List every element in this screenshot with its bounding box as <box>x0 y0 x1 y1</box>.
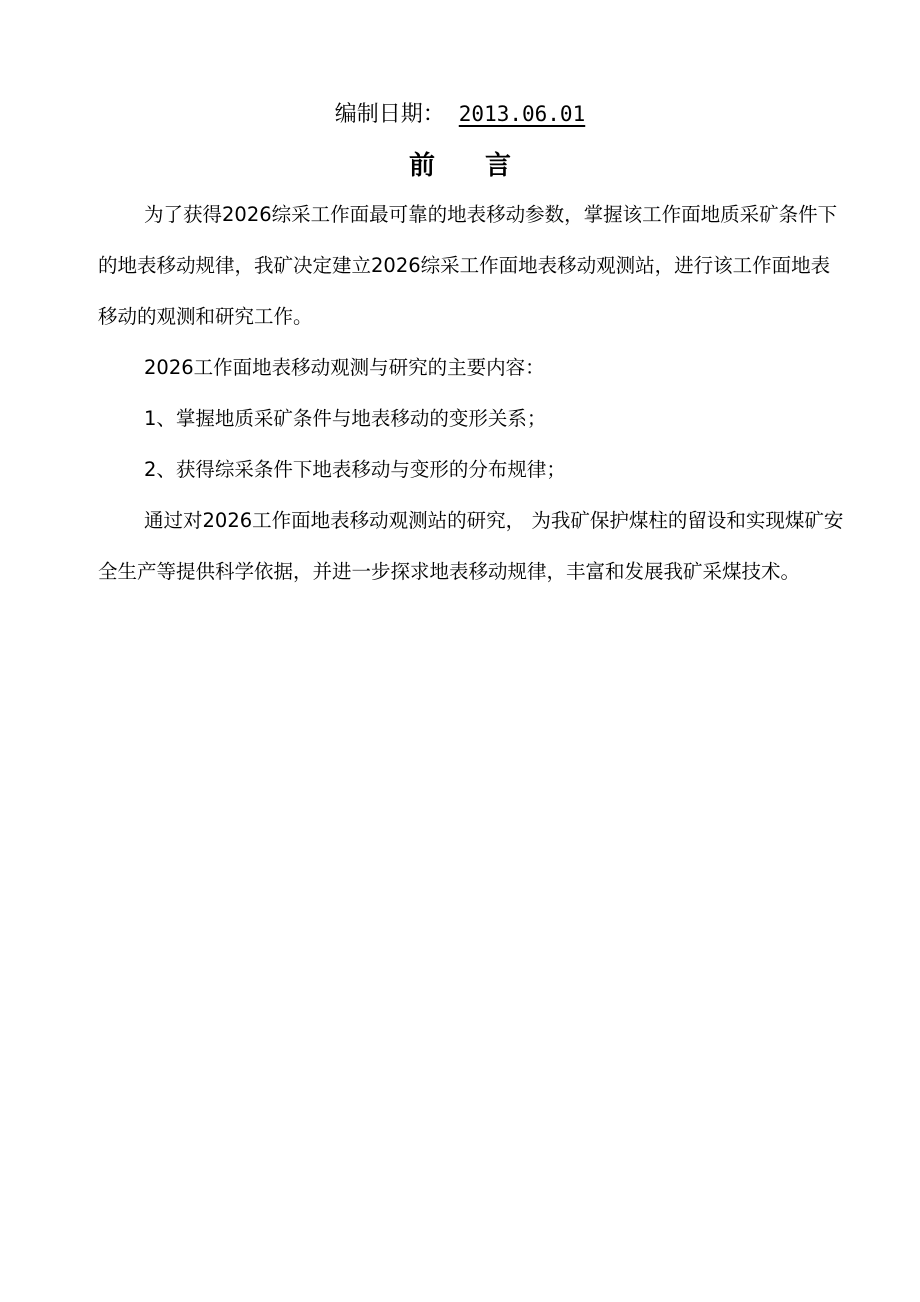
paragraph-text: 通过对2026工作面地表移动观测站的研究， 为我矿保护煤柱的留设和实现煤矿安全生产等提供科学依据，并进一步探求地表移动规律，丰富和发展我矿采煤技术。 <box>98 509 844 583</box>
paragraph-intro <box>98 189 846 342</box>
compile-date-value: 2013.06.01 <box>458 102 586 126</box>
paragraph-text: 为了获得2026综采工作面最可靠的地表移动参数，掌握该工作面地质采矿条件下的地表移动规律，我矿决定建立2026综采工作面地表移动观测站，进行该工作面地表移动的观测和研究工作。 <box>98 203 838 328</box>
list-item-text: 2、获得综采条件下地表移动与变形的分布规律； <box>144 458 566 481</box>
paragraph-main-content <box>98 342 846 393</box>
paragraph-conclusion <box>98 495 846 597</box>
compile-date-label: 编制日期： <box>334 102 445 127</box>
compile-date-line <box>0 96 920 133</box>
list-item-text: 1、掌握地质采矿条件与地表移动的变形关系； <box>144 407 547 430</box>
list-item-2 <box>98 444 846 495</box>
paragraph-text: 2026工作面地表移动观测与研究的主要内容： <box>144 356 545 379</box>
list-item-1 <box>98 393 846 444</box>
page-title: 前言 <box>408 151 561 181</box>
